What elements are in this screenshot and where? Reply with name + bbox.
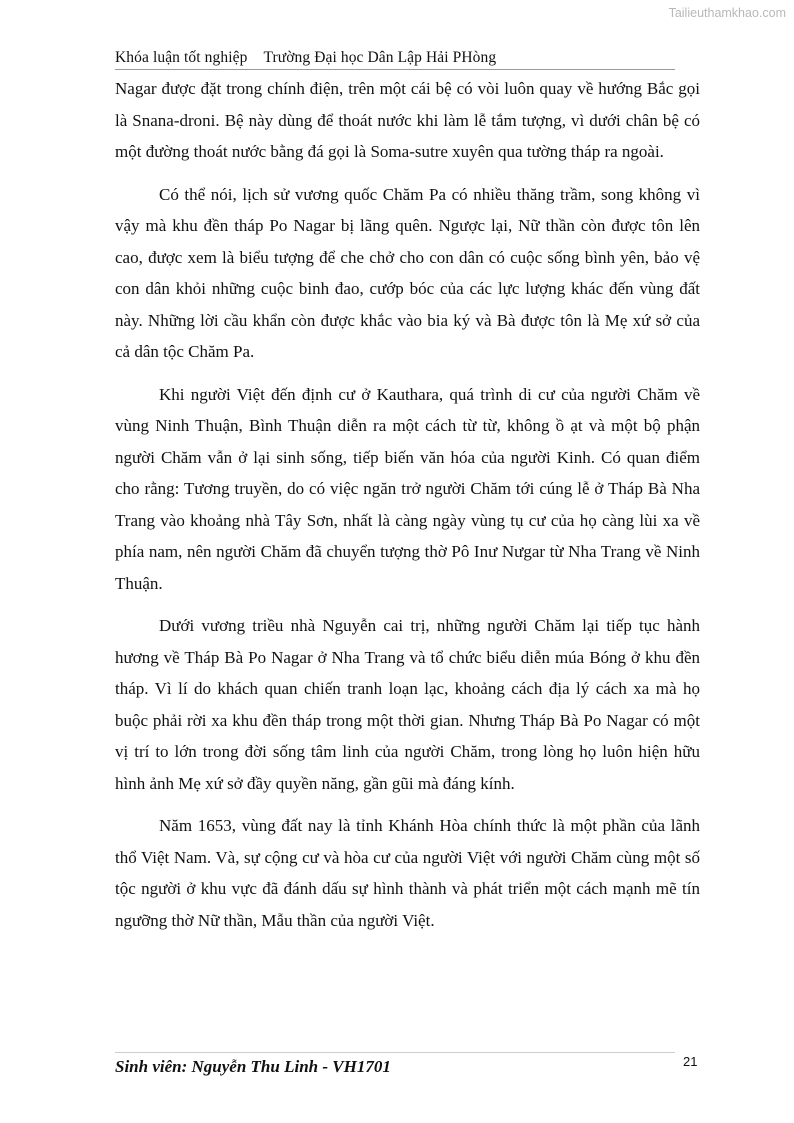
paragraph: Năm 1653, vùng đất nay là tỉnh Khánh Hòa chính thức là một phần của lãnh thổ Việt Nam. Và, sự cộng cư và hòa cư của người Việt với người Chăm cùng một số tộc người ở khu vực đã đánh dấu sự hình thành và phát triển một cách mạnh mẽ tín ngưỡng thờ Nữ thần, Mẫu thần của người Việt. xyxy=(115,816,700,930)
page-header xyxy=(115,49,675,70)
footer-student: Sinh viên: Nguyễn Thu Linh - VH1701 xyxy=(115,1057,391,1076)
body-text xyxy=(115,73,700,947)
footer-rule xyxy=(115,1052,675,1053)
page-number: 21 xyxy=(683,1054,698,1069)
header-school: Trường Đại học Dân Lập Hải PHòng xyxy=(263,49,497,66)
paragraph: Có thể nói, lịch sử vương quốc Chăm Pa có nhiều thăng trầm, song không vì vậy mà khu đền tháp Po Nagar bị lãng quên. Ngược lại, Nữ thần còn được tôn lên cao, được xem là biểu tượng để che chở cho con dân có cuộc sống bình yên, bảo vệ con dân khỏi những cuộc binh đao, cướp bóc của các lực lượng khác đến vùng đất này. Những lời cầu khẩn còn được khắc vào bia ký và Bà được tôn là Mẹ xứ sở của cả dân tộc Chăm Pa. xyxy=(115,184,700,361)
watermark: Tailieuthamkhao.com xyxy=(668,6,786,20)
paragraph: Dưới vương triều nhà Nguyễn cai trị, những người Chăm lại tiếp tục hành hương về Tháp Bà Po Nagar ở Nha Trang và tổ chức biểu diễn múa Bóng ở khu đền tháp. Vì lí do khách quan chiến tranh loạn lạc, khoảng cách địa lý cách xa mà họ buộc phải rời xa khu đền tháp trong một thời gian. Nhưng Tháp Bà Po Nagar có một vị trí to lớn trong đời sống tâm linh của người Chăm, trong lòng họ luôn hiện hữu hình ảnh Mẹ xứ sở đầy quyền năng, gần gũi mà đáng kính. xyxy=(115,616,700,793)
paragraph-continued: Nagar được đặt trong chính điện, trên một cái bệ có vòi luôn quay về hướng Bắc gọi là Snana-droni. Bệ này dùng để thoát nước khi làm lễ tắm tượng, vì dưới chân bệ có một đường thoát nước bằng đá gọi là Soma-sutre xuyên qua tường tháp ra ngoài. xyxy=(115,79,700,161)
paragraph: Khi người Việt đến định cư ở Kauthara, quá trình di cư của người Chăm về vùng Ninh Thuận, Bình Thuận diễn ra một cách từ từ, không ồ ạt và một bộ phận người Chăm vẫn ở lại sinh sống, tiếp biến văn hóa của người Kinh. Có quan điểm cho rằng: Tương truyền, do có việc ngăn trở người Chăm tới cúng lễ ở Tháp Bà Nha Trang vào khoảng nhà Tây Sơn, nhất là càng ngày vùng tụ cư của họ càng lùi xa về phía nam, nên người Chăm đã chuyển tượng thờ Pô Inư Nưgar từ Nha Trang về Ninh Thuận. xyxy=(115,384,700,593)
header-thesis-label: Khóa luận tốt nghiệp xyxy=(115,49,248,66)
